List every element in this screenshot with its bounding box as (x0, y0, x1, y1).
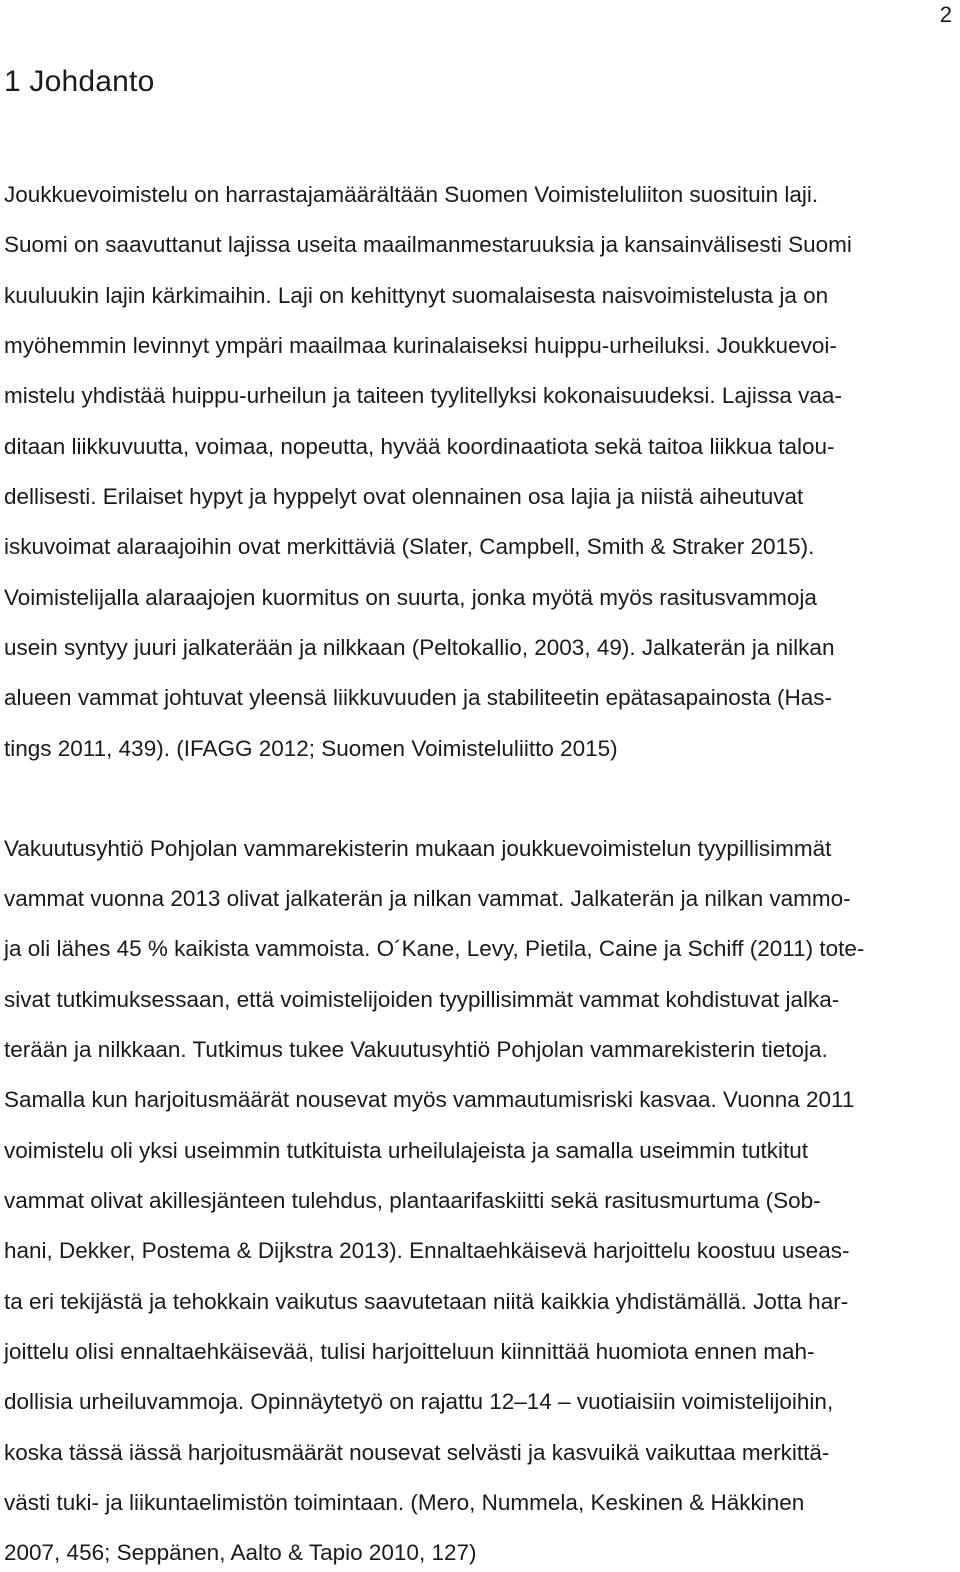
paragraph-line: sivat tutkimuksessaan, että voimistelijoiden tyypillisimmät vammat kohdistuvat jalka- (4, 987, 840, 1012)
paragraph-line: joittelu olisi ennaltaehkäisevää, tulisi harjoitteluun kiinnittää huomiota ennen mah- (4, 1339, 815, 1364)
paragraph-line: ta eri tekijästä ja tehokkain vaikutus saavutetaan niitä kaikkia yhdistämällä. Jotta har- (4, 1289, 849, 1314)
paragraph-line: voimistelu oli yksi useimmin tutkituista urheilulajeista ja samalla useimmin tutkitut (4, 1138, 809, 1163)
paragraph-line: iskuvoimat alaraajoihin ovat merkittäviä (Slater, Campbell, Smith & Straker 2015). (4, 534, 815, 559)
page-number: 2 (939, 2, 952, 27)
paragraph-line: hani, Dekker, Postema & Dijkstra 2013). Ennaltaehkäisevä harjoittelu koostuu useas- (4, 1238, 850, 1263)
paragraph-line: dollisia urheiluvammoja. Opinnäytetyö on rajattu 12–14 – vuotiaisiin voimistelijoihin, (4, 1389, 834, 1414)
paragraph-line: ja oli lähes 45 % kaikista vammoista. O´Kane, Levy, Pietila, Caine ja Schiff (2011) tote- (4, 936, 865, 961)
paragraph-line: 2007, 456; Seppänen, Aalto & Tapio 2010, 127) (4, 1540, 477, 1565)
paragraph-line: tings 2011, 439). (IFAGG 2012; Suomen Voimisteluliitto 2015) (4, 736, 618, 761)
section-heading: 1 Johdanto (4, 65, 155, 98)
paragraph-line: alueen vammat johtuvat yleensä liikkuvuuden ja stabiliteetin epätasapainosta (Has- (4, 685, 832, 710)
paragraph-line: Voimistelijalla alaraajojen kuormitus on suurta, jonka myötä myös rasitusvammoja (4, 585, 817, 610)
paragraph-line: Suomi on saavuttanut lajissa useita maailmanmestaruuksia ja kansainvälisesti Suomi (4, 232, 852, 257)
paragraph-line: kuuluukin lajin kärkimaihin. Laji on kehittynyt suomalaisesta naisvoimistelusta ja on (4, 283, 829, 308)
paragraph-line: terään ja nilkkaan. Tutkimus tukee Vakuutusyhtiö Pohjolan vammarekisterin tietoja. (4, 1037, 828, 1062)
paragraph-line: dellisesti. Erilaiset hypyt ja hyppelyt ovat olennainen osa lajia ja niistä aiheutuvat (4, 484, 804, 509)
paragraph-line: Samalla kun harjoitusmäärät nousevat myös vammautumisriski kasvaa. Vuonna 2011 (4, 1087, 855, 1112)
paragraph-line: västi tuki- ja liikuntaelimistön toimintaan. (Mero, Nummela, Keskinen & Häkkinen (4, 1490, 805, 1515)
paragraph-line: mistelu yhdistää huippu-urheilun ja taiteen tyylitellyksi kokonaisuudeksi. Lajissa vaa- (4, 383, 842, 408)
paragraph-line: vammat vuonna 2013 olivat jalkaterän ja nilkan vammat. Jalkaterän ja nilkan vammo- (4, 886, 851, 911)
paragraph-line: usein syntyy juuri jalkaterään ja nilkkaan (Peltokallio, 2003, 49). Jalkaterän ja nilkan (4, 635, 835, 660)
paragraph-line: Vakuutusyhtiö Pohjolan vammarekisterin mukaan joukkuevoimistelun tyypillisimmät (4, 836, 832, 861)
paragraph-line: vammat olivat akillesjänteen tulehdus, plantaarifaskiitti sekä rasitusmurtuma (Sob- (4, 1188, 821, 1213)
paragraph-line: koska tässä iässä harjoitusmäärät nousevat selvästi ja kasvuikä vaikuttaa merkittä- (4, 1440, 830, 1465)
paragraph-line: myöhemmin levinnyt ympäri maailmaa kurinalaiseksi huippu-urheiluksi. Joukkuevoi- (4, 333, 837, 358)
paragraph-line: ditaan liikkuvuutta, voimaa, nopeutta, hyvää koordinaatiota sekä taitoa liikkua talou- (4, 434, 835, 459)
paragraph-line: Joukkuevoimistelu on harrastajamäärältään Suomen Voimisteluliiton suosituin laji. (4, 182, 819, 207)
